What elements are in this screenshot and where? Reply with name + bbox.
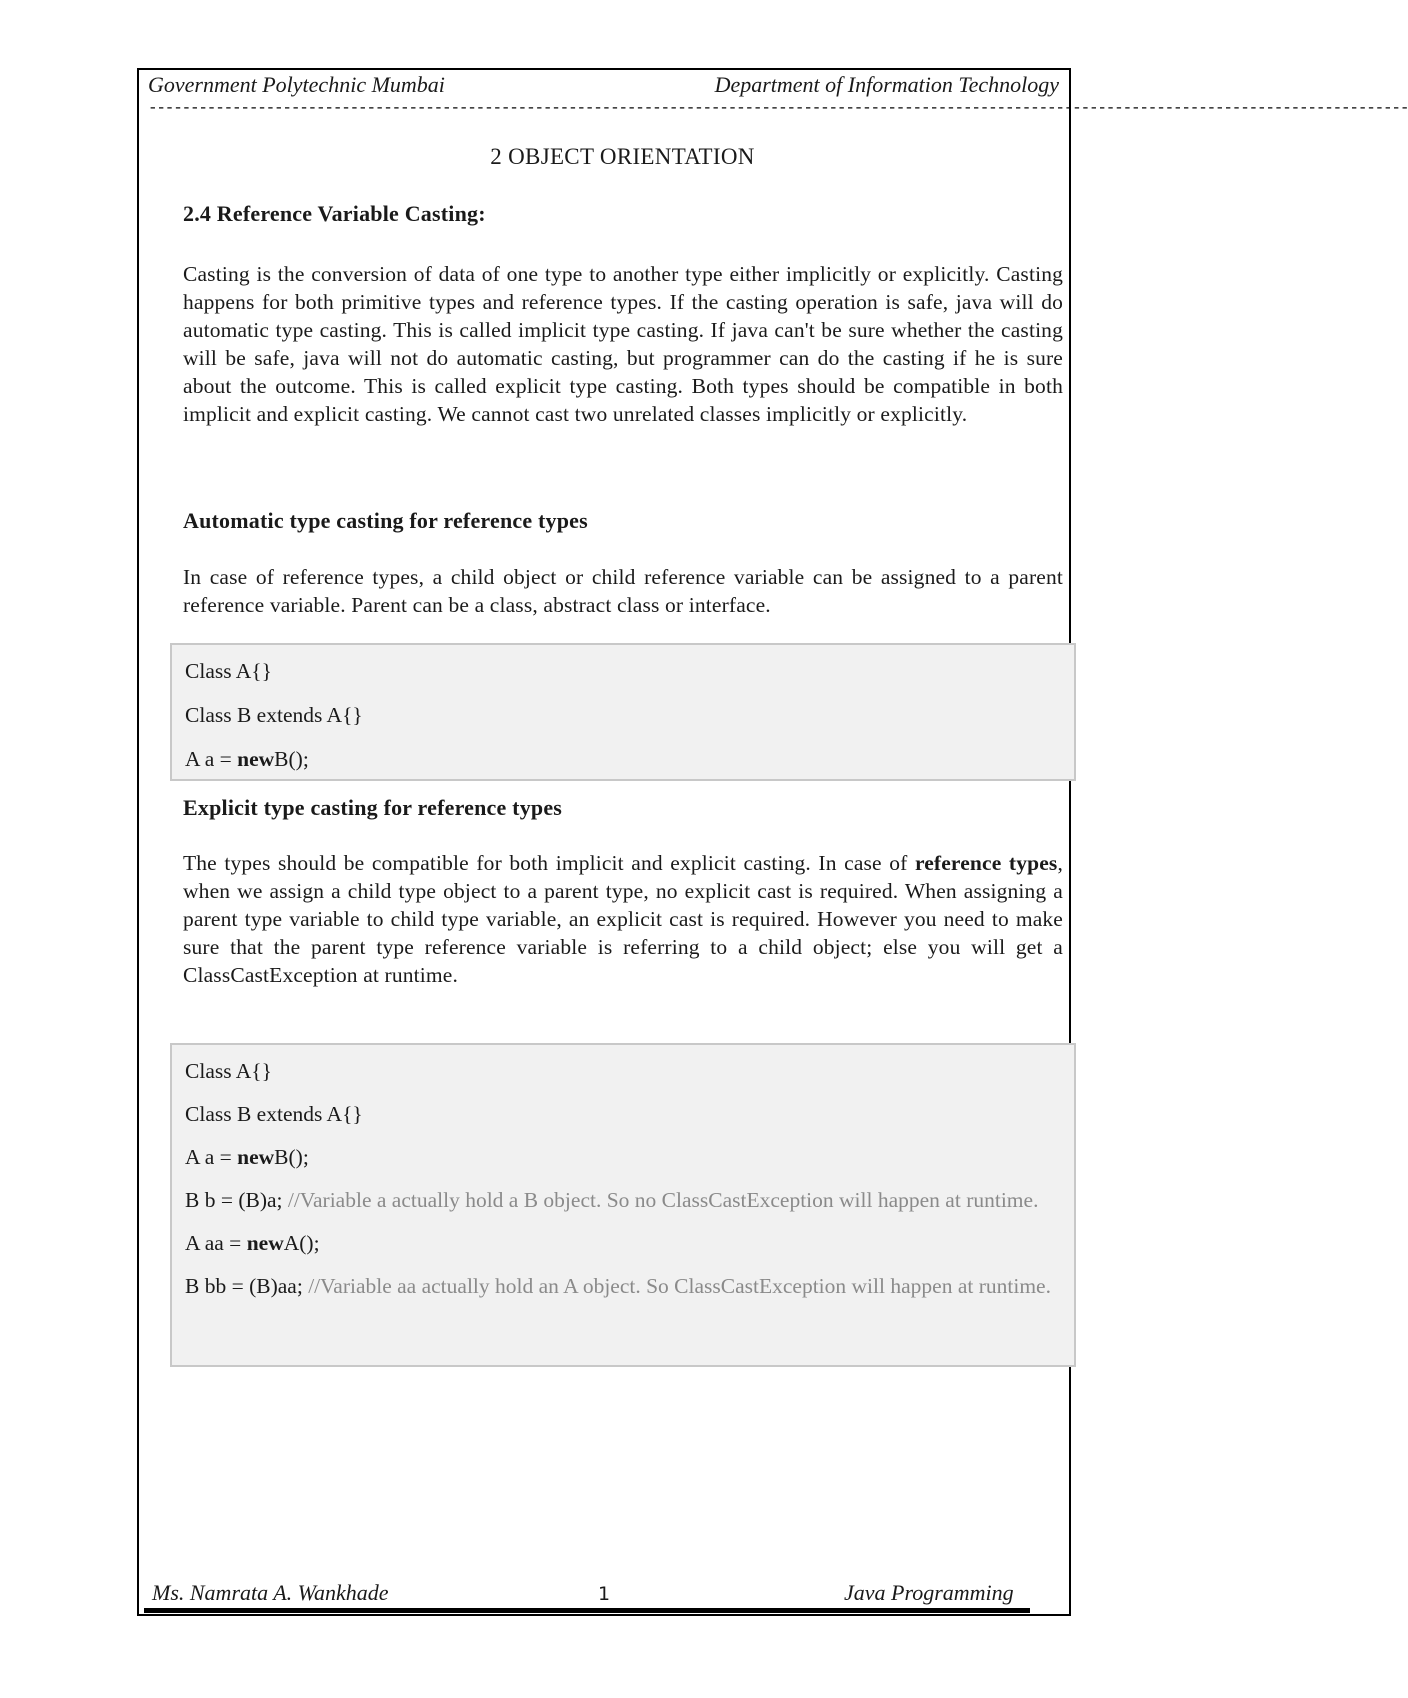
header-department: Department of Information Technology [714,72,1059,97]
explicit-description [183,849,1063,989]
code-text: A a = [185,1145,238,1169]
code-line: Class A{} [185,659,272,683]
header-divider: ------------------------------------------------------------------------------------------------------------------------------------------------------ [148,99,1408,117]
code-text: A(); [283,1231,320,1255]
code-text: B b = (B)a; [185,1188,288,1212]
explicit-heading-text: Explicit type casting for reference types [183,795,563,820]
code-line [185,1143,1062,1171]
automatic-paragraph: In case of reference types, a child object or child reference variable can be assigned to a parent reference variable. Parent can be a class, abstract class or interface. [183,565,1063,617]
code-line [185,745,1062,773]
footer-rule [144,1608,1030,1613]
automatic-heading [183,508,1063,534]
code-line: Class A{} [185,1059,272,1083]
code-line [185,1186,1062,1214]
automatic-description [183,563,1063,619]
explicit-text: The types should be compatible for both implicit and explicit casting. In case of [183,851,915,875]
footer-subject: Java Programming [844,1580,1014,1605]
header-institution: Government Polytechnic Mumbai [148,72,445,97]
code-keyword: new [237,1145,275,1169]
code-comment: //Variable a actually hold a B object. So no ClassCastException will happen at runtime. [287,1188,1039,1212]
code-block-explicit [170,1043,1076,1367]
code-block-automatic [170,643,1076,781]
code-keyword: new [237,747,275,771]
explicit-heading [183,795,1063,821]
footer-author: Ms. Namrata A. Wankhade [152,1580,389,1605]
code-comment: //Variable aa actually hold an A object. So ClassCastException will happen at runtime. [308,1274,1051,1298]
code-text: B bb = (B)aa; [185,1274,309,1298]
automatic-heading-text: Automatic type casting for reference types [183,508,588,533]
code-line [185,1229,1062,1257]
section-intro [183,260,1063,428]
intro-paragraph: Casting is the conversion of data of one type to another type either implicitly or explicitly. Casting happens for both primitive types and reference types. If the casting operation is safe, java will do automatic type casting. This is called implicit type casting. If java can't be sure whether the casting will be safe, java will not do automatic casting, but programmer can do the casting if he is sure about the outcome. This is called explicit type casting. Both types should be compatible in both implicit and explicit casting. We cannot cast two unrelated classes implicitly or explicitly. [183,262,1063,426]
explicit-paragraph [183,849,1063,989]
code-keyword: new [246,1231,284,1255]
code-line: Class B extends A{} [185,1102,363,1126]
code-line: Class B extends A{} [185,703,363,727]
code-text: B(); [274,1145,309,1169]
code-text: A a = [185,747,238,771]
chapter-title: 2 OBJECT ORIENTATION [490,144,755,169]
code-line [185,1272,1062,1300]
code-text: B(); [274,747,309,771]
section-heading-text: 2.4 Reference Variable Casting: [183,201,486,226]
code-text: A aa = [185,1231,247,1255]
explicit-emphasis: reference types [914,851,1058,875]
explicit-text: , when we assign a child type object to a parent type, no explicit cast is required. When assigning a parent type variable to child type variable, an explicit cast is required. However you need to make sure that the parent type reference variable is referring to a child object; else you will get a ClassCastException at runtime. [183,851,1063,987]
section-heading [183,201,1063,227]
footer-page-number: 1 [598,1583,611,1605]
